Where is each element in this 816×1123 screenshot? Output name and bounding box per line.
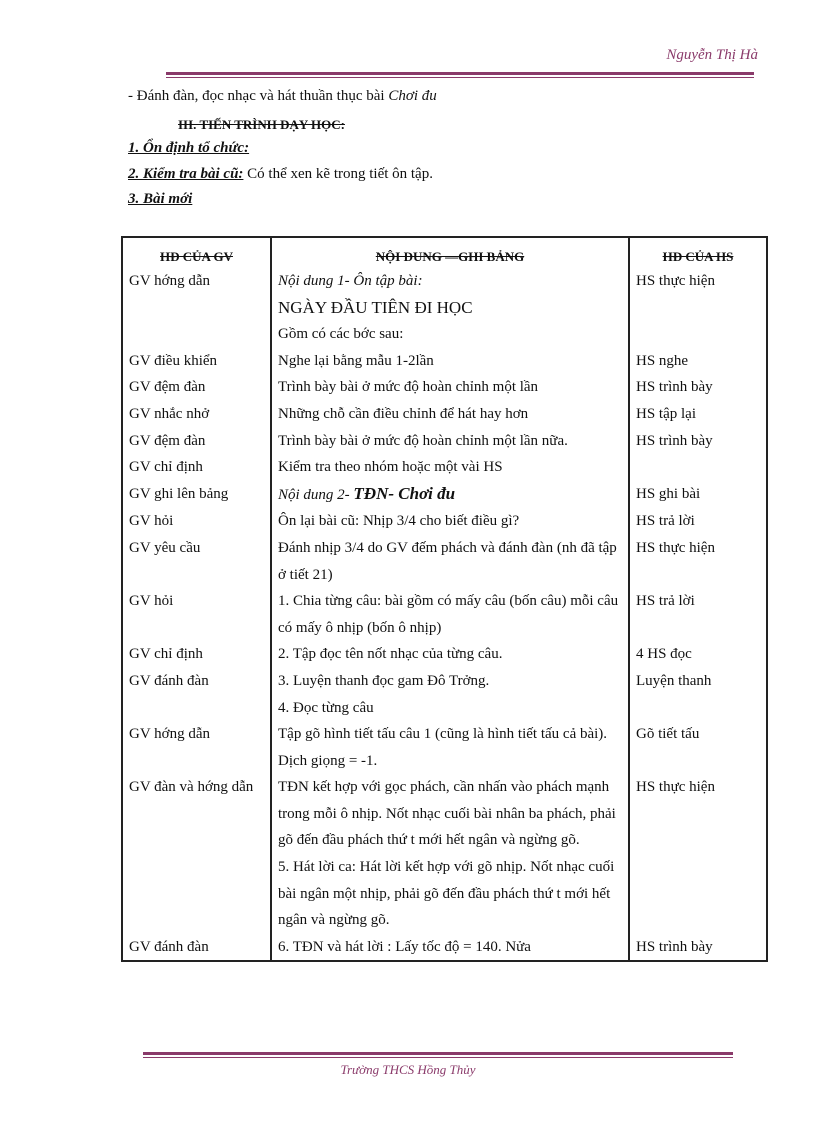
lesson-plan-table xyxy=(121,236,768,962)
content-cell: Đánh nhịp 3/4 do GV đếm phách và đánh đàn (nh đã tập ở tiết 21) xyxy=(271,535,629,588)
content-cell: Trình bày bài ở mức độ hoàn chỉnh một lần xyxy=(271,374,629,401)
gv-cell: GV đệm đàn xyxy=(122,428,271,455)
footer-school: Trường THCS Hồng Thủy xyxy=(340,1062,476,1077)
gv-cell: GV chỉ định xyxy=(122,454,271,481)
hs-cell: 4 HS đọc xyxy=(629,641,767,668)
content-text: Gồm có các bớc sau: xyxy=(278,326,404,343)
hs-cell xyxy=(629,454,767,481)
objective-text: - Đánh đàn, đọc nhạc và hát thuần thục bài xyxy=(128,88,389,104)
song-name: NGÀY ĐẦU TIÊN ĐI HỌC xyxy=(278,297,473,317)
gv-cell: GV đàn và hớng dẫn xyxy=(122,774,271,934)
table-row xyxy=(122,774,767,934)
hs-cell: HS trình bày xyxy=(629,374,767,401)
song-name: TĐN- Chơi đu xyxy=(353,483,456,503)
hs-cell: HS ghi bài xyxy=(629,481,767,509)
gv-cell: GV hớng dẫn xyxy=(122,268,271,348)
hs-cell: HS trình bày xyxy=(629,934,767,962)
gv-cell: GV đệm đàn xyxy=(122,374,271,401)
gv-cell: GV ghi lên bảng xyxy=(122,481,271,509)
content-cell: Những chỗ cần điều chỉnh để hát hay hơn xyxy=(271,401,629,428)
gv-cell: GV chỉ định xyxy=(122,641,271,668)
hs-cell: HS thực hiện xyxy=(629,268,767,348)
content-cell: 2. Tập đọc tên nốt nhạc của từng câu. xyxy=(271,641,629,668)
table-row xyxy=(122,348,767,375)
table-row xyxy=(122,268,767,348)
table-row xyxy=(122,401,767,428)
content-cell xyxy=(271,774,629,934)
content-text: TĐN kết hợp với gọc phách, cần nhấn vào phách mạnh trong mỗi ô nhịp. Nốt nhạc cuối bài nhân ba phách, phải gõ đến đầu phách thứ t mới hết ngân và ngừng gõ. xyxy=(278,779,616,849)
table-row xyxy=(122,454,767,481)
table-row xyxy=(122,481,767,509)
table-row xyxy=(122,641,767,668)
header-gv: HĐ CỦA GV xyxy=(122,237,271,268)
table-row xyxy=(122,721,767,774)
hs-cell: HS thực hiện xyxy=(629,774,767,934)
header-content: NỘI DUNG —GHI BẢNG xyxy=(271,237,629,268)
content-text: 4. Đọc từng câu xyxy=(278,699,374,716)
footer-rule-thick xyxy=(143,1052,733,1055)
gv-cell: GV yêu cầu xyxy=(122,535,271,588)
table-header-row xyxy=(122,237,767,268)
gv-cell: GV hỏi xyxy=(122,588,271,641)
header-hs: HĐ CỦA HS xyxy=(629,237,767,268)
content-cell xyxy=(271,268,629,348)
content-text: 3. Luyện thanh đọc gam Đô Trởng. xyxy=(278,672,490,689)
hs-cell: Luyện thanh xyxy=(629,668,767,721)
gv-cell: GV đánh đàn xyxy=(122,934,271,962)
gv-cell: GV điều khiển xyxy=(122,348,271,375)
table-row xyxy=(122,508,767,535)
step-2-text: Có thể xen kẽ trong tiết ôn tập. xyxy=(243,166,433,182)
hs-cell: HS thực hiện xyxy=(629,535,767,588)
step-1-heading: 1. Ổn định tổ chức: xyxy=(128,140,250,156)
table-row xyxy=(122,535,767,588)
content-cell xyxy=(271,668,629,721)
step-3-heading: 3. Bài mới xyxy=(128,191,193,207)
table-row xyxy=(122,588,767,641)
table-row xyxy=(122,668,767,721)
gv-cell: GV hớng dẫn xyxy=(122,721,271,774)
table-row xyxy=(122,428,767,455)
content-cell: Ôn lại bài cũ: Nhịp 3/4 cho biết điều gì? xyxy=(271,508,629,535)
gv-cell: GV nhắc nhở xyxy=(122,401,271,428)
header-author: Nguyễn Thị Hà xyxy=(666,47,758,63)
step-2-heading: 2. Kiểm tra bài cũ: xyxy=(128,166,244,182)
hs-cell: HS tập lại xyxy=(629,401,767,428)
gv-cell: GV hỏi xyxy=(122,508,271,535)
footer-rule-thin xyxy=(143,1057,733,1058)
content-cell: Trình bày bài ở mức độ hoàn chỉnh một lần nữa. xyxy=(271,428,629,455)
content-cell: 1. Chia từng câu: bài gồm có mấy câu (bốn câu) mỗi câu có mấy ô nhịp (bốn ô nhịp) xyxy=(271,588,629,641)
hs-cell: HS trình bày xyxy=(629,428,767,455)
header-rule-thick xyxy=(166,72,754,75)
hs-cell: HS nghe xyxy=(629,348,767,375)
step-2-line xyxy=(128,166,433,183)
objective-line xyxy=(128,88,437,105)
content-cell: Nghe lại bằng mẫu 1-2lần xyxy=(271,348,629,375)
content-subtitle: Nội dung 1- Ôn tập bài: xyxy=(278,273,423,289)
content-cell: 6. TĐN và hát lời : Lấy tốc độ = 140. Nửa xyxy=(271,934,629,962)
gv-cell: GV đánh đàn xyxy=(122,668,271,721)
hs-cell: HS trả lời xyxy=(629,508,767,535)
content-subtitle: Nội dung 2- xyxy=(278,486,354,503)
hs-cell: Gõ tiết tấu xyxy=(629,721,767,774)
table-row xyxy=(122,374,767,401)
content-cell: Tập gõ hình tiết tấu câu 1 (cũng là hình tiết tấu cả bài). Dịch giọng = -1. xyxy=(271,721,629,774)
header-rule-thin xyxy=(166,77,754,78)
content-cell: Kiểm tra theo nhóm hoặc một vài HS xyxy=(271,454,629,481)
content-cell xyxy=(271,481,629,509)
song-title: Chơi đu xyxy=(388,88,437,104)
section-heading: III. TIẾN TRÌNH DẠY HỌC: xyxy=(178,117,345,132)
hs-cell: HS trả lời xyxy=(629,588,767,641)
content-text: 5. Hát lời ca: Hát lời kết hợp với gõ nhịp. Nốt nhạc cuối bài ngân một nhịp, phải gõ đến đầu phách thứ t mới hết ngân và ngừng gõ. xyxy=(278,859,615,929)
table-row xyxy=(122,934,767,962)
